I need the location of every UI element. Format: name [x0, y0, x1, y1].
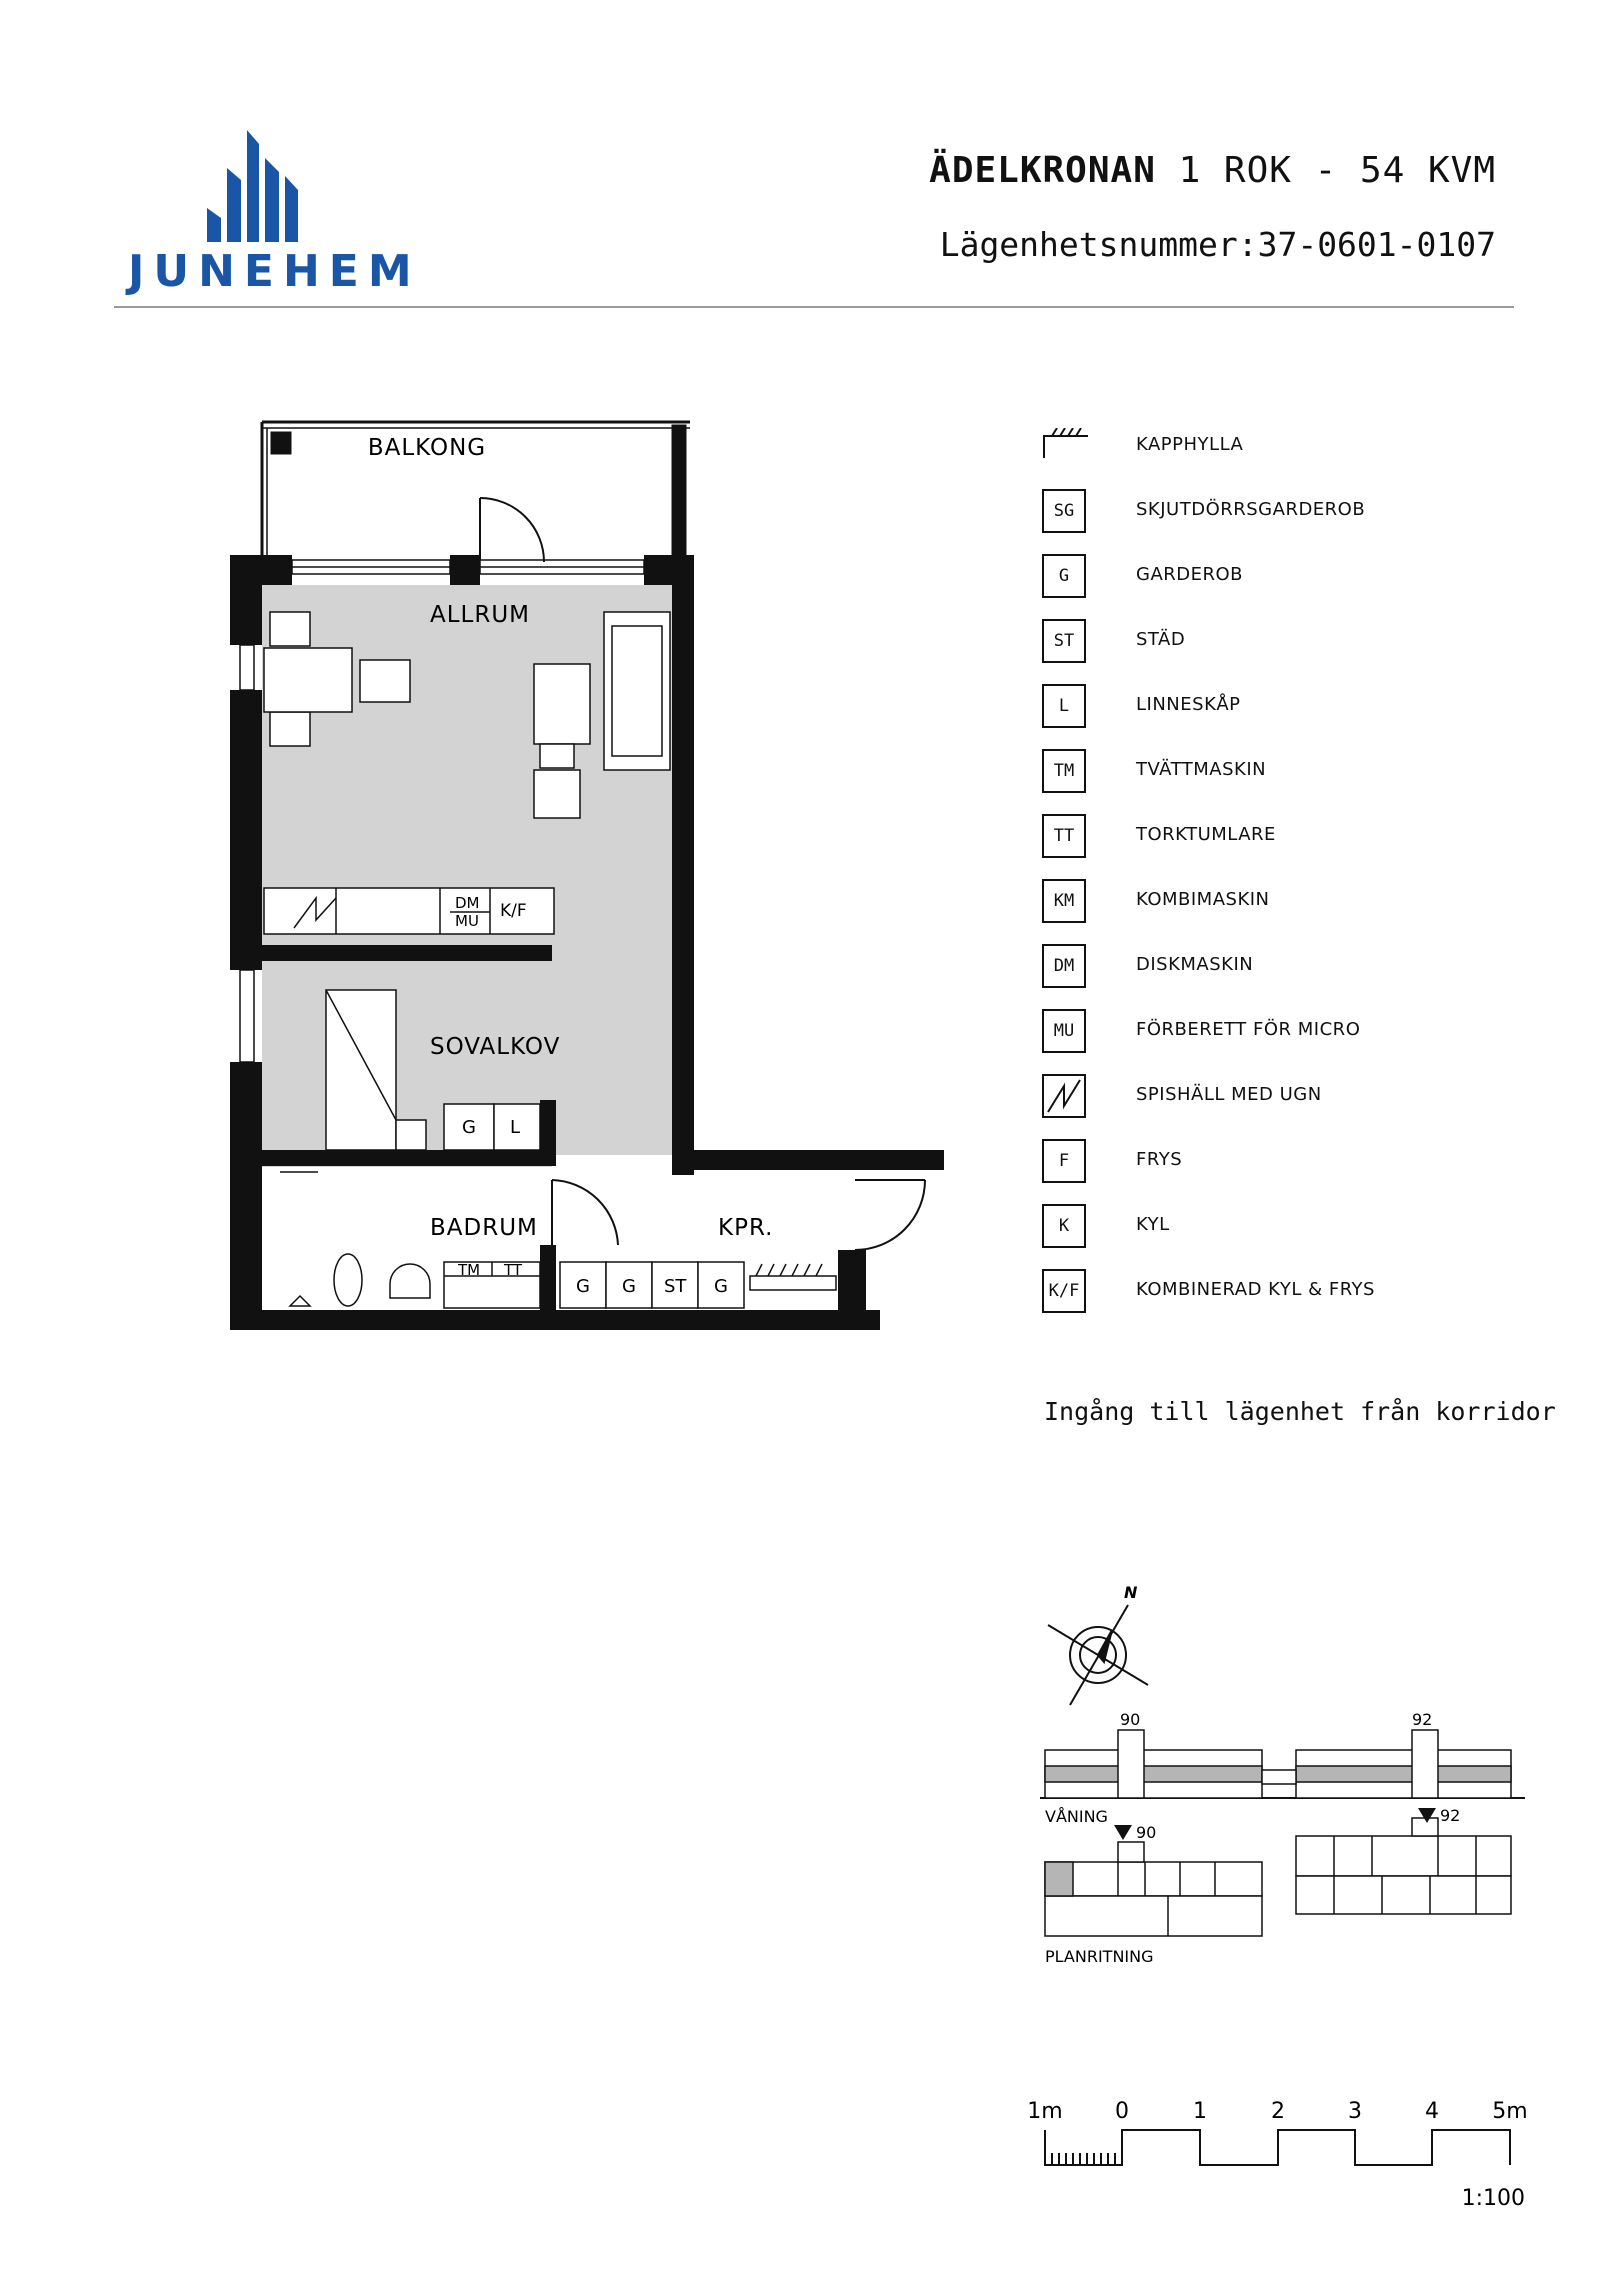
legend-label: GARDEROB [1136, 564, 1244, 585]
legend-label: KAPPHYLLA [1136, 434, 1244, 455]
floor-label: VÅNING [1045, 1807, 1108, 1826]
legend-label: DISKMASKIN [1136, 954, 1254, 975]
legend-code: L [1042, 684, 1086, 728]
fixture-mu: MU [455, 912, 479, 930]
corridor-wall [870, 1150, 944, 1170]
legend-code: F [1042, 1139, 1086, 1183]
legend-item [1042, 1007, 1542, 1057]
legend-code: TT [1042, 814, 1086, 858]
legend-item [1042, 682, 1542, 732]
legend-item [1042, 1137, 1542, 1187]
legend-code: DM [1042, 944, 1086, 988]
fixture-l-alcove: L [510, 1117, 521, 1138]
stair-right-label: 92 [1412, 1710, 1433, 1729]
legend-item [1042, 487, 1542, 537]
fixture-g-closet-3: G [714, 1276, 728, 1297]
legend-code: K/F [1042, 1269, 1086, 1313]
legend-item [1042, 877, 1542, 927]
legend-label: KOMBIMASKIN [1136, 889, 1270, 910]
legend-item [1042, 617, 1542, 667]
legend-item [1042, 747, 1542, 797]
legend-item [1042, 942, 1542, 992]
legend-code: KM [1042, 879, 1086, 923]
scale-label-1: 1 [1193, 2099, 1207, 2124]
fixture-kf: K/F [500, 901, 527, 921]
legend-code: G [1042, 554, 1086, 598]
title-details: 1 ROK - 54 KVM [1155, 150, 1496, 191]
legend-item [1042, 1202, 1542, 1252]
stair-left-label: 90 [1120, 1710, 1141, 1729]
legend-code: K [1042, 1204, 1086, 1248]
room-label-closet: KPR. [718, 1215, 774, 1241]
brand-name: JUNEHEM [128, 246, 421, 297]
room-label-living: ALLRUM [430, 602, 531, 628]
legend-code: ST [1042, 619, 1086, 663]
legend-label: SKJUTDÖRRSGARDEROB [1136, 499, 1366, 520]
fixture-st-closet: ST [664, 1276, 687, 1297]
entrance-note: Ingång till lägenhet från korridor [1044, 1397, 1556, 1426]
fixture-tm: TM [458, 1261, 481, 1279]
marker-right-label: 92 [1440, 1806, 1461, 1825]
fixture-g-closet-1: G [576, 1276, 590, 1297]
key-plan-floor [1045, 1818, 1511, 1936]
apartment-number: Lägenhetsnummer:37-0601-0107 [939, 225, 1496, 264]
title-project: ÄDELKRONAN [929, 150, 1156, 191]
legend-label: STÄD [1136, 629, 1186, 650]
legend-label: FÖRBERETT FÖR MICRO [1136, 1019, 1361, 1040]
legend-code: MU [1042, 1009, 1086, 1053]
scale-label-5m: 5m [1492, 2099, 1528, 2124]
room-label-balcony: BALKONG [367, 435, 487, 461]
legend-item [1042, 1072, 1542, 1122]
legend-label: FRYS [1136, 1149, 1183, 1170]
legend-label: SPISHÄLL MED UGN [1136, 1084, 1322, 1105]
legend-code: TM [1042, 749, 1086, 793]
room-label-alcove: SOVALKOV [430, 1034, 561, 1060]
marker-left-label: 90 [1136, 1823, 1157, 1842]
scale-bar [1045, 2130, 1510, 2165]
spishall-icon [1042, 1074, 1086, 1118]
kapphylla-icon [1042, 428, 1092, 464]
legend-label: LINNESKÅP [1136, 694, 1241, 715]
scale-label-3: 3 [1348, 2099, 1362, 2124]
legend-label: KOMBINERAD KYL & FRYS [1136, 1279, 1375, 1300]
scale-label-0: 0 [1115, 2099, 1129, 2124]
plan-label: PLANRITNING [1045, 1947, 1154, 1966]
legend-label: KYL [1136, 1214, 1170, 1235]
key-plan-elevation [1040, 1730, 1525, 1798]
compass-north-label: N [1124, 1583, 1138, 1602]
legend-code: SG [1042, 489, 1086, 533]
closet-storage [560, 1262, 836, 1308]
fixture-g-closet-2: G [622, 1276, 636, 1297]
legend-item [1042, 552, 1542, 602]
scale-label-4: 4 [1425, 2099, 1439, 2124]
scale-label-2: 2 [1271, 2099, 1285, 2124]
legend-item [1042, 422, 1542, 472]
key-plan-markers [1114, 1808, 1436, 1840]
legend-label: TVÄTTMASKIN [1136, 759, 1267, 780]
fixture-g-alcove: G [462, 1117, 476, 1138]
scale-label-1m: 1m [1027, 2099, 1063, 2124]
legend-item [1042, 1267, 1542, 1317]
legend-item [1042, 812, 1542, 862]
fixture-tt: TT [504, 1261, 523, 1279]
fixture-dm: DM [455, 894, 480, 912]
scale-ratio: 1:100 [1461, 2186, 1525, 2211]
legend-label: TORKTUMLARE [1136, 824, 1276, 845]
room-label-bathroom: BADRUM [430, 1215, 538, 1241]
compass-rose [1048, 1605, 1148, 1705]
